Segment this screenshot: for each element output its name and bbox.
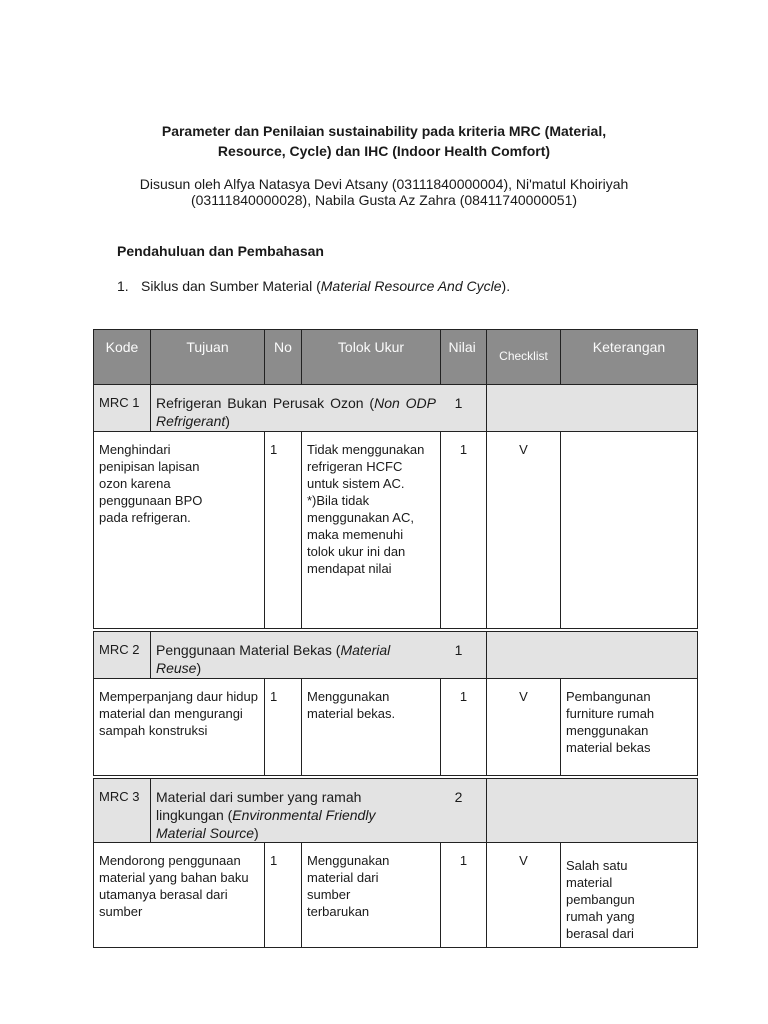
cell-keterangan bbox=[561, 432, 698, 629]
criterion-empty bbox=[487, 779, 698, 843]
authors-line-2: (03111840000028), Nabila Gusta Az Zahra (08411740000051) bbox=[190, 192, 578, 208]
cell-checklist: V bbox=[487, 843, 561, 948]
criterion-row bbox=[94, 779, 698, 843]
cell-nilai: 1 bbox=[441, 843, 487, 948]
cell-nilai: 1 bbox=[441, 432, 487, 629]
document-title-line-2: Resource, Cycle) dan IHC (Indoor Health Comfort) bbox=[217, 143, 551, 159]
criterion-title: Penggunaan Material Bekas (Material Reuse) 1 bbox=[151, 632, 487, 679]
header-tolok-ukur: Tolok Ukur bbox=[302, 330, 441, 385]
criterion-row bbox=[94, 632, 698, 679]
criterion-title: Refrigeran Bukan Perusak Ozon (Non ODP Refrigerant) 1 bbox=[151, 385, 487, 432]
criterion-code: MRC 2 bbox=[94, 632, 151, 679]
criterion-title: Material dari sumber yang ramah lingkungan (Environmental Friendly Material Source) 2 bbox=[151, 779, 487, 843]
criterion-code: MRC 3 bbox=[94, 779, 151, 843]
list-item bbox=[117, 276, 510, 296]
cell-checklist: V bbox=[487, 432, 561, 629]
criterion-empty bbox=[487, 385, 698, 432]
table-row bbox=[94, 679, 698, 776]
document-title-line-1: Parameter dan Penilaian sustainability pada kriteria MRC (Material, bbox=[161, 123, 607, 139]
criterion-row bbox=[94, 385, 698, 432]
cell-keterangan: Pembangunan furniture rumah menggunakan material bekas bbox=[561, 679, 698, 776]
cell-checklist: V bbox=[487, 679, 561, 776]
table-row bbox=[94, 843, 698, 948]
criterion-nilai: 1 bbox=[454, 395, 463, 411]
cell-tujuan: Memperpanjang daur hidup material dan mengurangi sampah konstruksi bbox=[94, 679, 265, 776]
header-nilai: Nilai bbox=[441, 330, 487, 385]
cell-no: 1 bbox=[265, 679, 302, 776]
criterion-empty bbox=[487, 632, 698, 679]
table-row bbox=[94, 432, 698, 629]
criteria-table bbox=[93, 329, 698, 948]
criterion-code: MRC 1 bbox=[94, 385, 151, 432]
cell-tolok-ukur: Tidak menggunakan refrigeran HCFC untuk sistem AC. *)Bila tidak menggunakan AC, maka memenuhi tolok ukur ini dan mendapat nilai bbox=[302, 432, 441, 629]
header-keterangan: Keterangan bbox=[561, 330, 698, 385]
header-checklist: Checklist bbox=[487, 330, 561, 385]
criterion-nilai: 2 bbox=[454, 789, 463, 805]
cell-tujuan: Mendorong penggunaan material yang bahan baku utamanya berasal dari sumber bbox=[94, 843, 265, 948]
section-heading: Pendahuluan dan Pembahasan bbox=[117, 243, 324, 259]
header-kode: Kode bbox=[94, 330, 151, 385]
cell-nilai: 1 bbox=[441, 679, 487, 776]
authors-line-1: Disusun oleh Alfya Natasya Devi Atsany (03111840000004), Ni'matul Khoiriyah bbox=[139, 176, 629, 192]
cell-keterangan: Salah satu material pembangun rumah yang berasal dari bbox=[561, 843, 698, 948]
cell-tolok-ukur: Menggunakan material dari sumber terbarukan bbox=[302, 843, 441, 948]
cell-tolok-ukur: Menggunakan material bekas. bbox=[302, 679, 441, 776]
list-item-text: Siklus dan Sumber Material (Material Resource And Cycle). bbox=[141, 278, 511, 294]
cell-no: 1 bbox=[265, 432, 302, 629]
list-item-number: 1. bbox=[117, 278, 129, 294]
header-no: No bbox=[265, 330, 302, 385]
cell-tujuan: Menghindari penipisan lapisan ozon karena penggunaan BPO pada refrigeran. bbox=[94, 432, 265, 629]
criterion-nilai: 1 bbox=[454, 642, 463, 658]
table-header-row bbox=[94, 330, 698, 385]
cell-no: 1 bbox=[265, 843, 302, 948]
header-tujuan: Tujuan bbox=[151, 330, 265, 385]
